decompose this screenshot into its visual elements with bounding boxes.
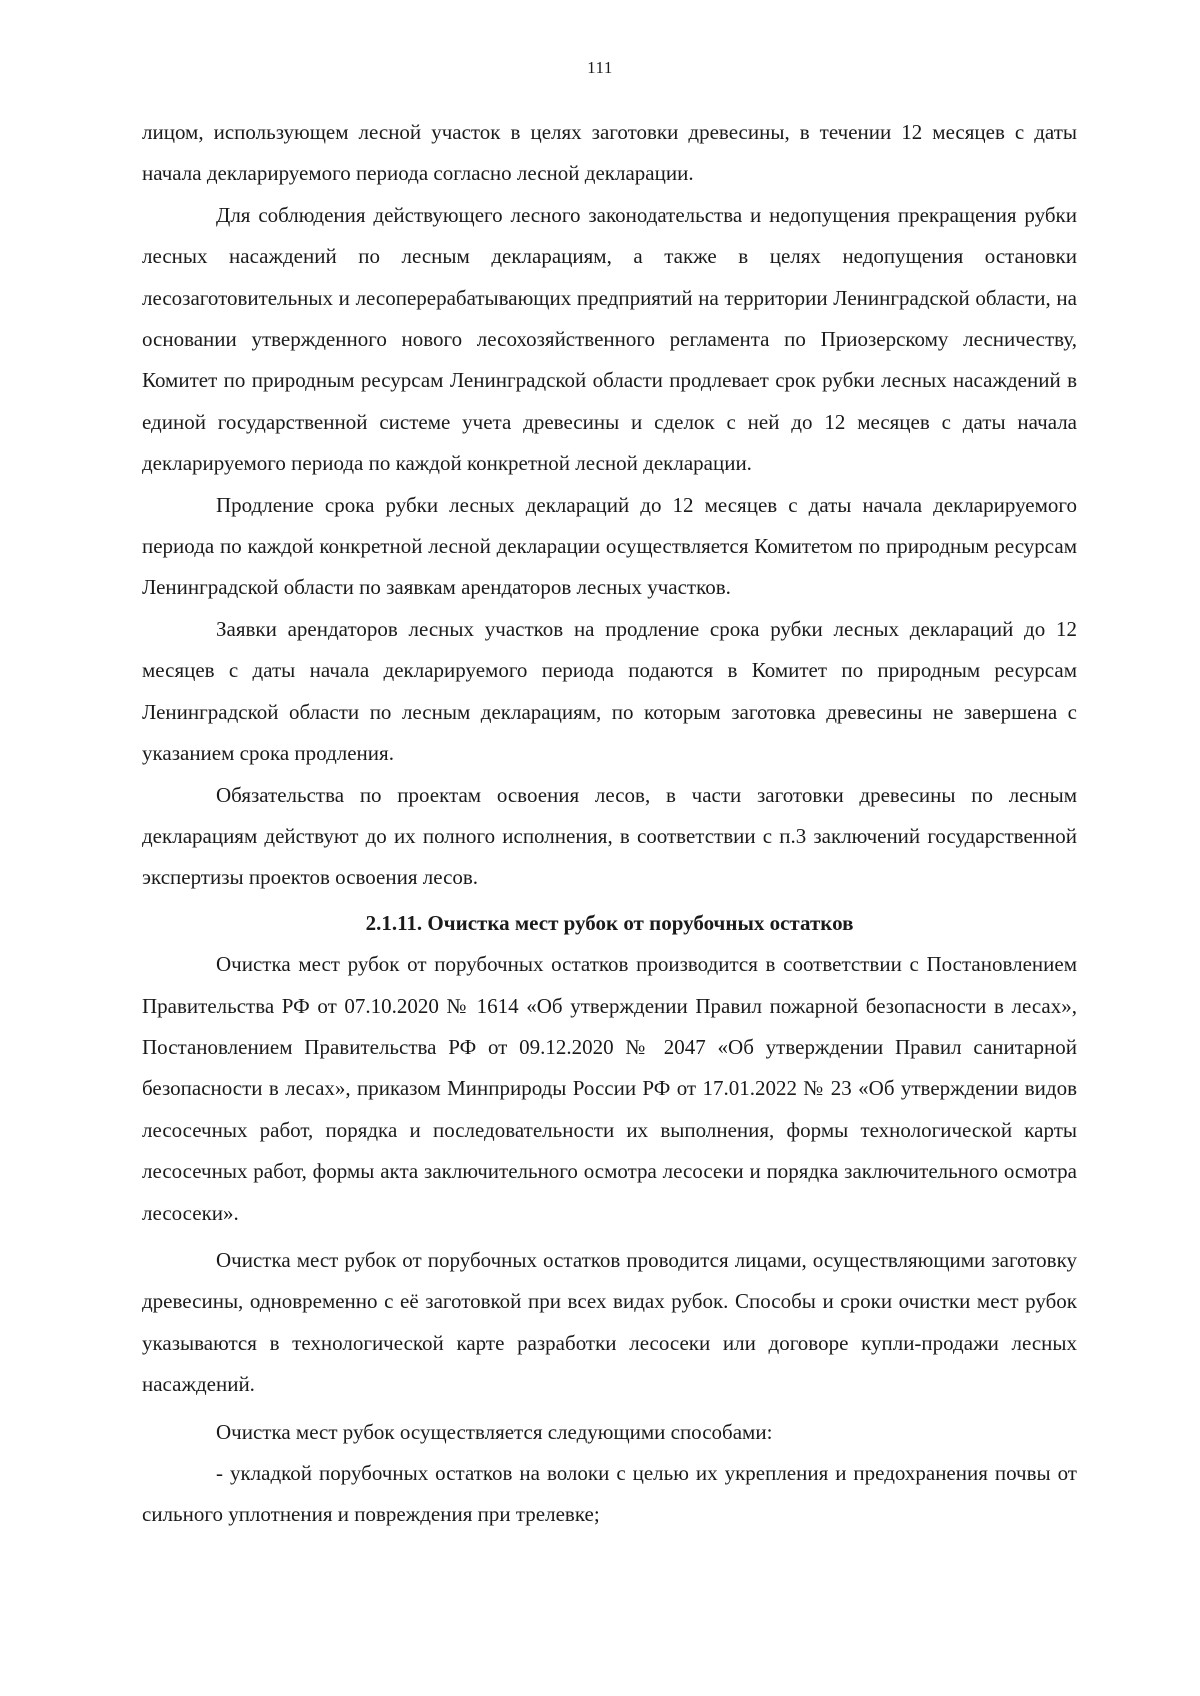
page-body (142, 112, 1077, 1536)
paragraph-obligations: Обязательства по проектам освоения лесов, в части заготовки древесины по лесным декларациям действуют до их полного исполнения, в соответствии с п.3 заключений государственной экспертизы проектов освоения лесов. (142, 782, 1077, 890)
list-item-dash: - укладкой порубочных остатков на волоки с целью их укрепления и предохранения почвы от сильного уплотнения и повреждения при трелевке; (142, 1461, 1077, 1527)
paragraph-extension-procedure: Продление срока рубки лесных деклараций до 12 месяцев с даты начала декларируемого периода по каждой конкретной лесной декларации осуществляется Комитетом по природным ресурсам Ленинградской области по заявкам арендаторов лесных участков. (142, 492, 1077, 600)
paragraph-legislation-compliance: Для соблюдения действующего лесного законодательства и недопущения прекращения рубки лесных насаждений по лесным декларациям, а также в целях недопущения остановки лесозаготовительных и лесоперерабатывающих предприятий на территории Ленинградской области, на основании утвержденного нового лесохозяйственного регламента по Приозерскому лесничеству, Комитет по природным ресурсам Ленинградской области продлевает срок рубки лесных насаждений в единой государственной системе учета древесины и сделок с ней до 12 месяцев с даты начала декларируемого периода по каждой конкретной лесной декларации. (142, 202, 1077, 476)
paragraph-tenant-requests: Заявки арендаторов лесных участков на продление срока рубки лесных деклараций до 12 месяцев с даты начала декларируемого периода подаются в Комитет по природным ресурсам Ленинградской области по лесным декларациям, по которым заготовка древесины не завершена с указанием срока продления. (142, 616, 1077, 766)
paragraph-cleanup-regulations: Очистка мест рубок от порубочных остатков производится в соответствии с Постановлением Правительства РФ от 07.10.2020 № 1614 «Об утверждении Правил пожарной безопасности в лесах», Постановлением Правительства РФ от 09.12.2020 № 2047 «Об утверждении Правил санитарной безопасности в лесах», приказом Минприроды России РФ от 17.01.2022 № 23 «Об утверждении видов лесосечных работ, порядка и последовательности их выполнения, формы технологической карты лесосечных работ, формы акта заключительного осмотра лесосеки и порядка заключительного осмотра лесосеки». (142, 952, 1077, 1225)
paragraph-continuation: лицом, использующем лесной участок в целях заготовки древесины, в течении 12 месяцев с даты начала декларируемого периода согласно лесной декларации. (142, 120, 1077, 186)
paragraph-cleanup-responsibility: Очистка мест рубок от порубочных остатков проводится лицами, осуществляющими заготовку древесины, одновременно с её заготовкой при всех видах рубок. Способы и сроки очистки мест рубок указываются в технологической карте разработки лесосеки или договоре купли-продажи лесных насаждений. (142, 1247, 1077, 1397)
page-number: 111 (587, 58, 613, 77)
paragraph-cleanup-methods-intro: Очистка мест рубок осуществляется следующими способами: (216, 1419, 773, 1444)
section-heading: 2.1.11. Очистка мест рубок от порубочных остатков (365, 910, 854, 935)
